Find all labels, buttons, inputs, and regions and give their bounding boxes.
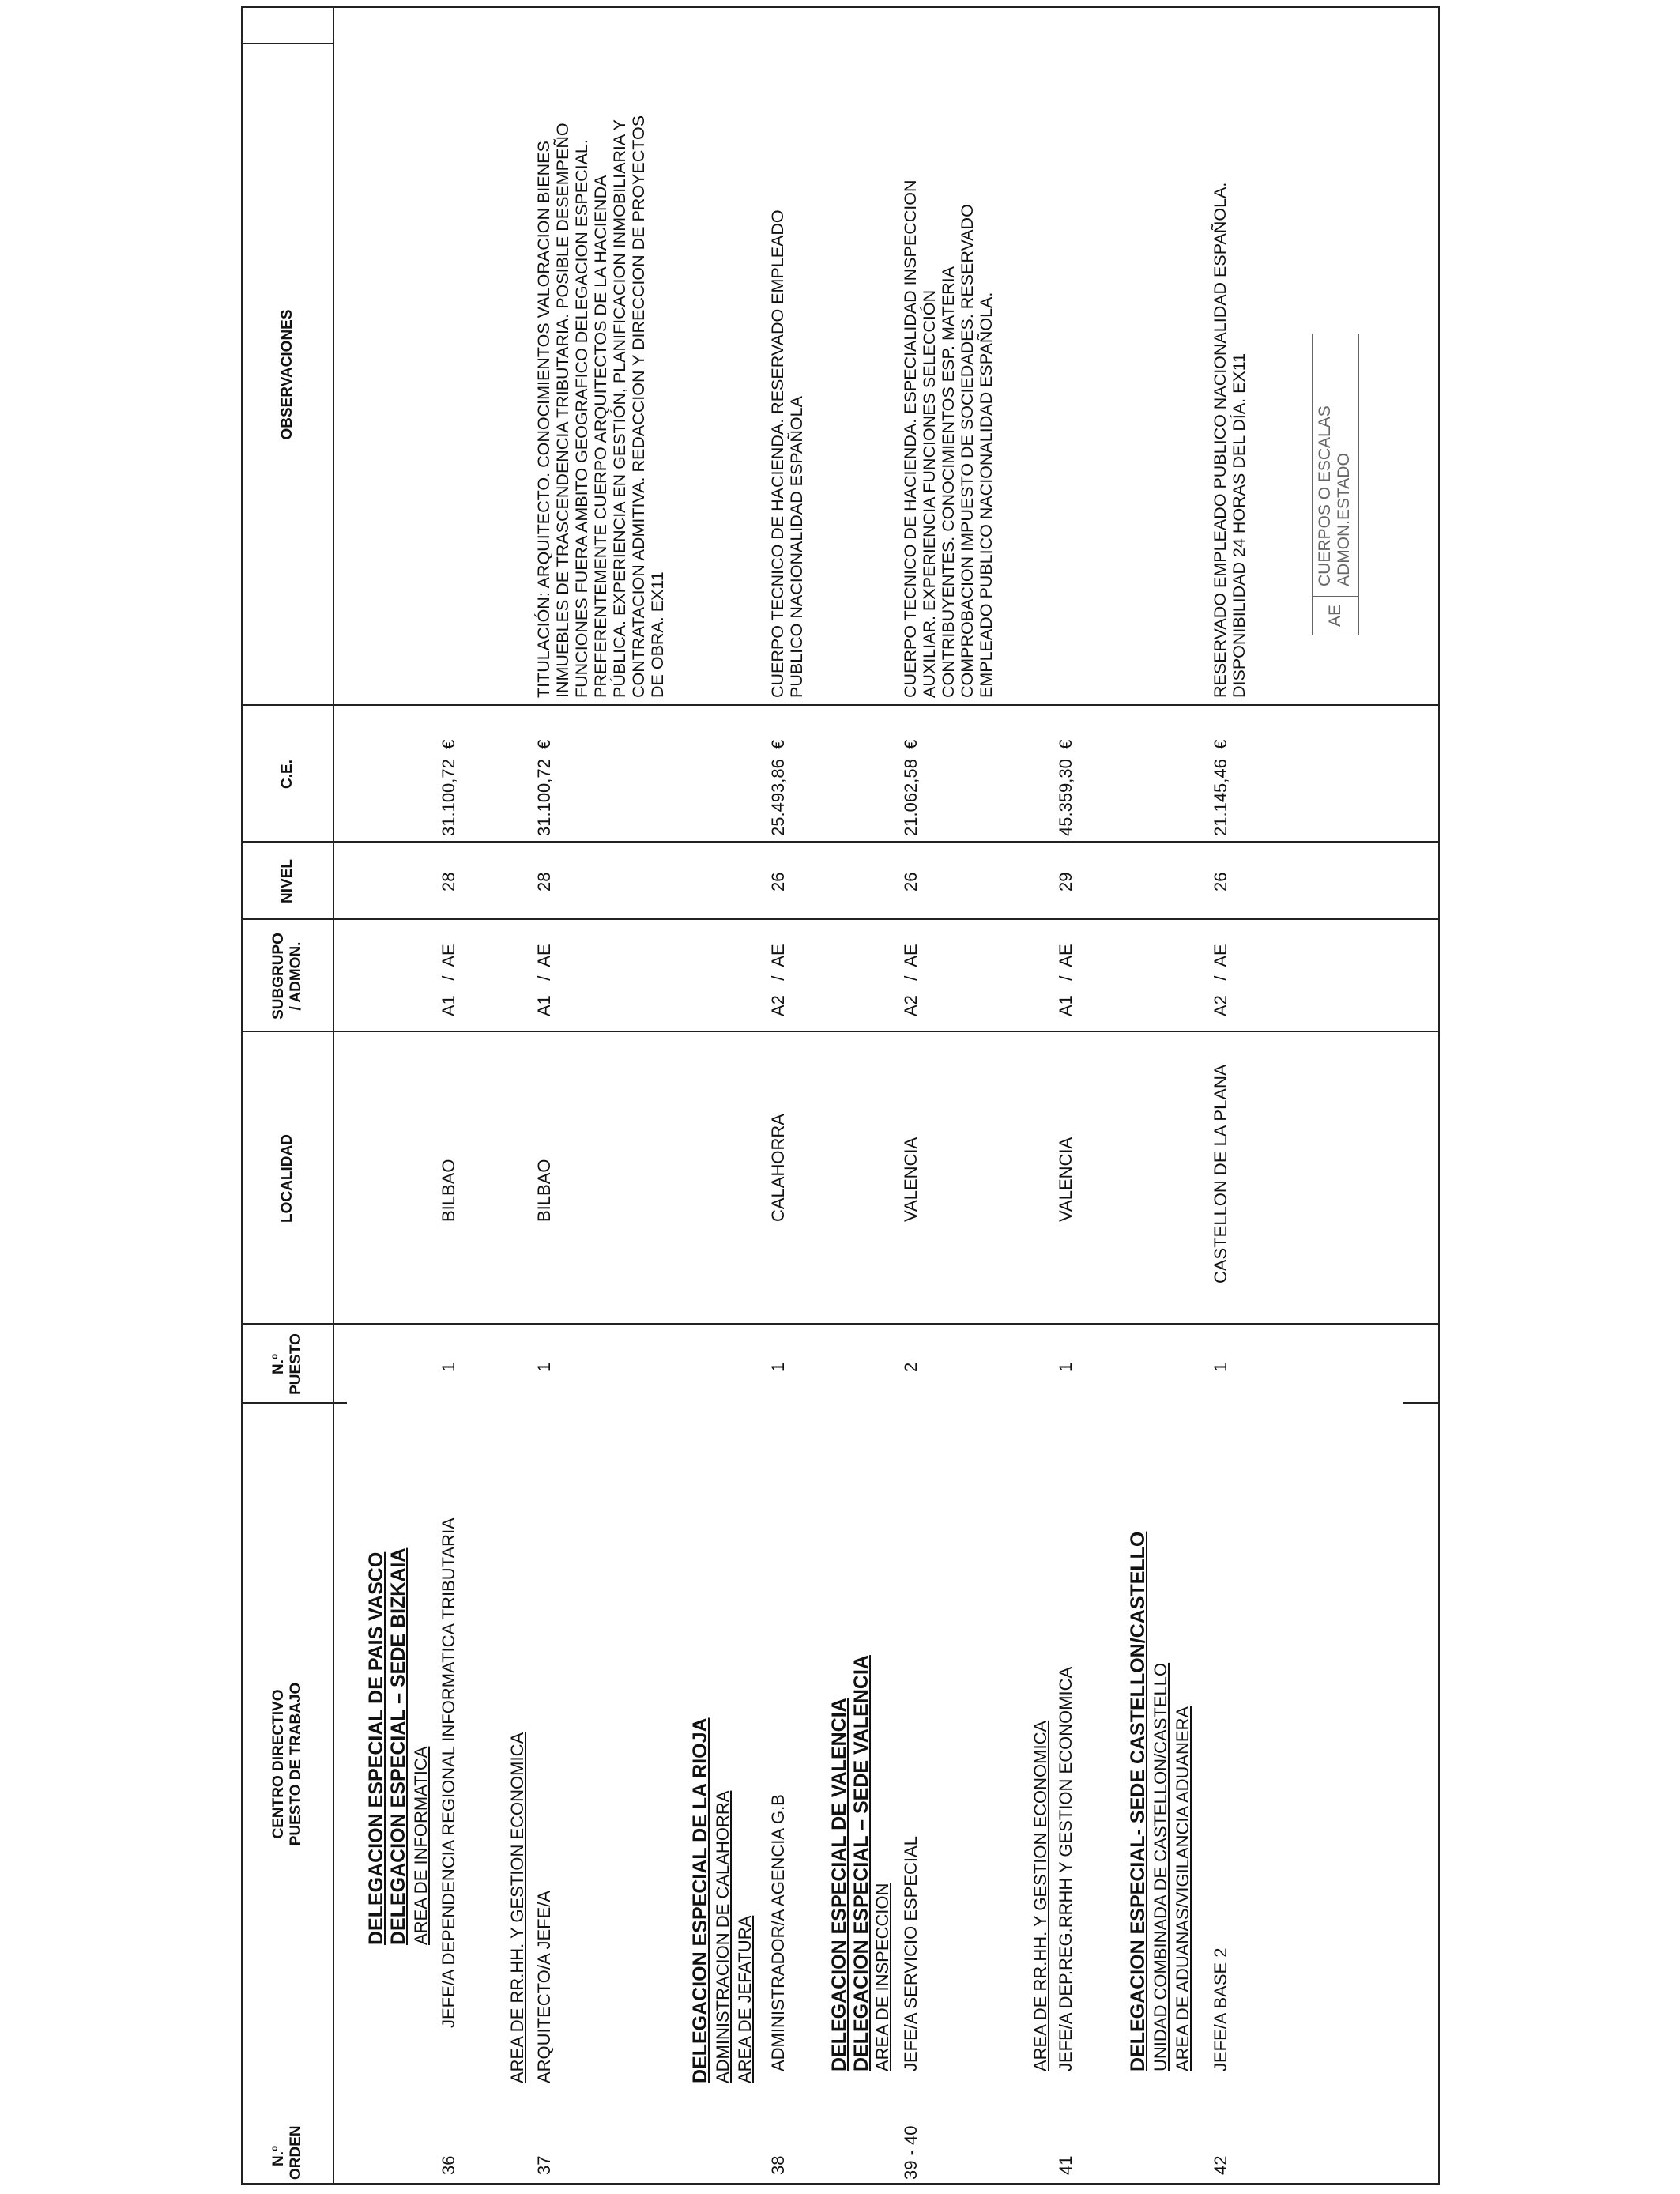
- num-puestos: 1: [439, 1362, 458, 1372]
- puesto-trabajo: JEFE/A SERVICIO ESPECIAL: [901, 1836, 921, 2071]
- subgrupo-admon: A2 / AE: [901, 944, 921, 1016]
- header-ce: C.E.: [279, 760, 296, 789]
- orden-number: 37: [534, 2155, 554, 2175]
- localidad: BILBAO: [534, 1159, 554, 1222]
- observaciones-text: TITULACIÓN: ARQUITECTO. CONOCIMIENTOS VALORACION BIENES INMUEBLES DE TRASCENDENCIA TRIBUTARIA. POSIBLE DESEMPEÑO FUNCIONES FUERA AMBITO GEOGRAFICO DELEGACION ESPECIAL. PREFERENTEMENTE CUERPO ARQUITECTOS DE LA HACIENDA PÚBLICA. EXPERIENCIA EN GESTIÓN, PLANIFICACION INMOBILIARIA Y CONTRATACION ADMITIVA. REDACCION Y DIRECCION DE PROYECTOS DE OBRA. EX11: [534, 115, 667, 698]
- orden-number: 39 - 40: [901, 2125, 921, 2180]
- puesto-trabajo: ARQUITECTO/A JEFE/A: [534, 1890, 554, 2083]
- area-heading: AREA DE ADUANAS/VIGILANCIA ADUANERA: [1173, 1706, 1192, 2071]
- header-orden: N.º ORDEN: [270, 2125, 304, 2180]
- observaciones-text: CUERPO TECNICO DE HACIENDA. RESERVADO EMPLEADO PUBLICO NACIONALIDAD ESPAÑOLA: [768, 209, 806, 698]
- section-heading: DELEGACION ESPECIAL – SEDE VALENCIA: [850, 1655, 872, 2071]
- header-nivel: NIVEL: [279, 859, 296, 903]
- puesto-trabajo: JEFE/A DEP.REG.RRHH Y GESTION ECONOMICA: [1056, 1666, 1075, 2071]
- localidad: CASTELLON DE LA PLANA: [1211, 1064, 1230, 1284]
- puesto-trabajo: JEFE/A DEPENDENCIA REGIONAL INFORMATICA TRIBUTARIA: [439, 1517, 458, 2028]
- complemento-especifico: 25.493,86 €: [768, 739, 788, 836]
- localidad: VALENCIA: [901, 1137, 921, 1222]
- localidad: BILBAO: [439, 1159, 458, 1222]
- section-heading: DELEGACION ESPECIAL DE LA RIOJA: [689, 1717, 711, 2083]
- complemento-especifico: 21.062,58 €: [901, 739, 921, 836]
- col-divider: [1403, 1402, 1440, 1404]
- area-heading: AREA DE RR.HH. Y GESTION ECONOMICA: [1030, 1720, 1050, 2071]
- orden-number: 41: [1056, 2155, 1075, 2175]
- header-puesto: N.º PUESTO: [270, 1333, 304, 1395]
- subgrupo-admon: A2 / AE: [1211, 944, 1230, 1016]
- col-divider: [334, 1402, 347, 1404]
- subgrupo-admon: A1 / AE: [439, 944, 458, 1016]
- num-puestos: 1: [1056, 1362, 1075, 1372]
- complemento-especifico: 31.100,72 €: [534, 739, 554, 836]
- nivel: 26: [901, 872, 921, 892]
- section-heading: DELEGACION ESPECIAL- SEDE CASTELLON/CASTELLO: [1127, 1531, 1149, 2071]
- col-divider: [241, 704, 1440, 706]
- header-centro: CENTRO DIRECTIVO PUESTO DE TRABAJO: [270, 1682, 304, 1846]
- legend-description: [1313, 396, 1358, 596]
- localidad: CALAHORRA: [768, 1114, 788, 1222]
- section-heading: DELEGACION ESPECIAL DE PAIS VASCO: [365, 1551, 387, 1945]
- legend-description-line: CUERPOS O ESCALAS: [1316, 405, 1334, 586]
- col-divider: [241, 841, 1440, 843]
- area-heading: AREA DE JEFATURA: [735, 1915, 755, 2083]
- sub-heading: UNIDAD COMBINADA DE CASTELLON/CASTELLO: [1151, 1662, 1170, 2071]
- header-subgrupo: SUBGRUPO / ADMON.: [270, 933, 304, 1020]
- orden-number: 38: [768, 2155, 788, 2175]
- area-heading: AREA DE INSPECCION: [872, 1883, 892, 2071]
- subgrupo-admon: A1 / AE: [1056, 944, 1075, 1016]
- num-puestos: 2: [901, 1362, 921, 1372]
- puesto-trabajo: JEFE/A BASE 2: [1211, 1947, 1230, 2071]
- complemento-especifico: 21.145,46 €: [1211, 739, 1230, 836]
- nivel: 28: [439, 872, 458, 892]
- subgrupo-admon: A1 / AE: [534, 944, 554, 1016]
- num-puestos: 1: [768, 1362, 788, 1372]
- section-heading: DELEGACION ESPECIAL – SEDE BIZKAIA: [387, 1547, 409, 1945]
- complemento-especifico: 45.359,30 €: [1056, 739, 1075, 836]
- nivel: 29: [1056, 872, 1075, 892]
- sub-heading: ADMINISTRACION DE CALAHORRA: [713, 1790, 733, 2083]
- nivel: 26: [768, 872, 788, 892]
- area-heading: AREA DE INFORMATICA: [411, 1746, 431, 1945]
- legend-box: [1312, 334, 1359, 635]
- complemento-especifico: 31.100,72 €: [439, 739, 458, 836]
- subgrupo-admon: A2 / AE: [768, 944, 788, 1016]
- puesto-trabajo: ADMINISTRADOR/A AGENCIA G.B: [768, 1794, 788, 2071]
- legend-description-line: ADMON.ESTADO: [1335, 453, 1353, 586]
- num-puestos: 1: [1211, 1362, 1230, 1372]
- section-heading: DELEGACION ESPECIAL DE VALENCIA: [828, 1698, 850, 2071]
- orden-number: 36: [439, 2155, 458, 2175]
- header-localidad: LOCALIDAD: [279, 1134, 296, 1223]
- header-observaciones: OBSERVACIONES: [279, 309, 296, 440]
- orden-number: 42: [1211, 2155, 1230, 2175]
- observaciones-text: CUERPO TECNICO DE HACIENDA. ESPECIALIDAD INSPECCION AUXILIAR. EXPERIENCIA FUNCIONES SELECCIÓN CONTRIBUYENTES. CONOCIMIENTOS ESP. MATERIA COMPROBACION IMPUESTO DE SOCIEDADES. RESERVADO EMPLEADO PUBLICO NACIONALIDAD ESPAÑOLA.: [901, 179, 996, 698]
- area-heading: AREA DE RR.HH. Y GESTION ECONOMICA: [507, 1732, 527, 2083]
- localidad: VALENCIA: [1056, 1137, 1075, 1222]
- col-divider: [241, 1323, 1440, 1325]
- legend-code: AE: [1313, 596, 1358, 635]
- num-puestos: 1: [534, 1362, 554, 1372]
- nivel: 28: [534, 872, 554, 892]
- observaciones-text: RESERVADO EMPLEADO PUBLICO NACIONALIDAD ESPAÑOLA. DISPONIBILIDAD 24 HORAS DEL DÍA. EX11: [1211, 182, 1249, 698]
- col-divider: [241, 918, 1440, 920]
- nivel: 26: [1211, 872, 1230, 892]
- col-divider: [241, 1031, 1440, 1032]
